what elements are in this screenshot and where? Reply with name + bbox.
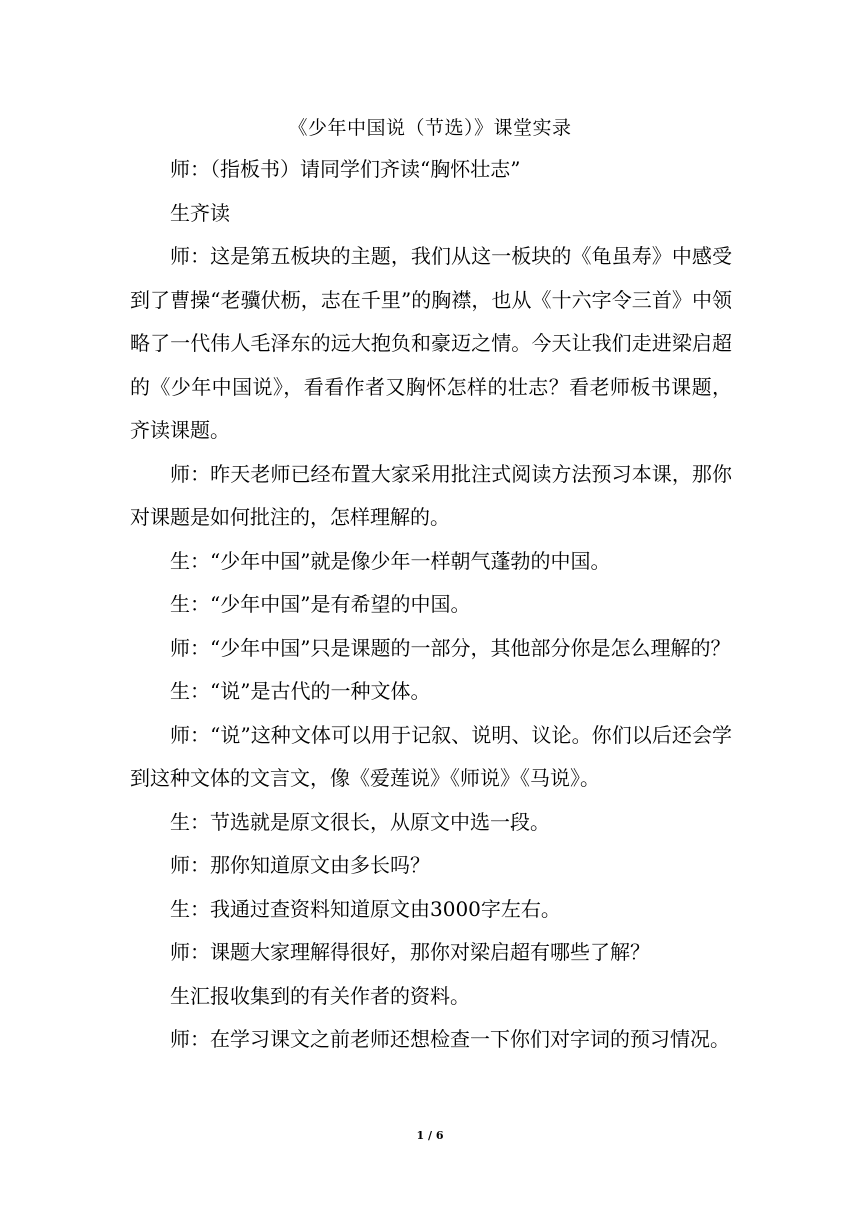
paragraph: 师：昨天老师已经布置大家采用批注式阅读方法预习本课，那你对课题是如何批注的，怎样理解的。 [130, 461, 732, 529]
paragraph: 师：那你知道原文由多长吗？ [170, 853, 430, 877]
paragraph: 生：“少年中国”就是像少年一样朝气蓬勃的中国。 [170, 548, 611, 573]
paragraph: 生齐读 [170, 200, 230, 225]
paragraph: 师：“说”这种文体可以用于记叙、说明、议论。你们以后还会学到这种文体的文言文，像《爱莲说》《师说》《马说》。 [130, 722, 732, 790]
paragraph: 生：“说”是古代的一种文体。 [170, 679, 431, 703]
paragraph: 生：我通过查资料知道原文由3000字左右。 [170, 896, 561, 921]
paragraph: 师：课题大家理解得很好，那你对梁启超有哪些了解？ [170, 940, 650, 964]
paragraph: 生汇报收集到的有关作者的资料。 [170, 983, 470, 1008]
paragraph: 生：“少年中国”是有希望的中国。 [170, 592, 471, 616]
document-body [130, 148, 732, 1062]
document-title: 《少年中国说（节选）》课堂实录 [288, 117, 572, 139]
page-number: 1 / 6 [416, 1129, 444, 1142]
paragraph: 生：节选就是原文很长，从原文中选一段。 [170, 809, 550, 834]
paragraph: 师：“少年中国”只是课题的一部分，其他部分你是怎么理解的？ [170, 635, 731, 660]
paragraph: 师：这是第五板块的主题，我们从这一板块的《龟虽寿》中感受到了曹操“老骥伏枥，志在千里”的胸襟，也从《十六字令三首》中领略了一代伟人毛泽东的远大抱负和豪迈之情。今天让我们走进梁启超的《少年中国说》，看看作者又胸怀怎样的壮志？看老师板书课题，齐读课题。 [130, 244, 732, 442]
paragraph: 师：（指板书）请同学们齐读“胸怀壮志” [170, 157, 521, 181]
paragraph: 师：在学习课文之前老师还想检查一下你们对字词的预习情况。 [170, 1027, 730, 1051]
